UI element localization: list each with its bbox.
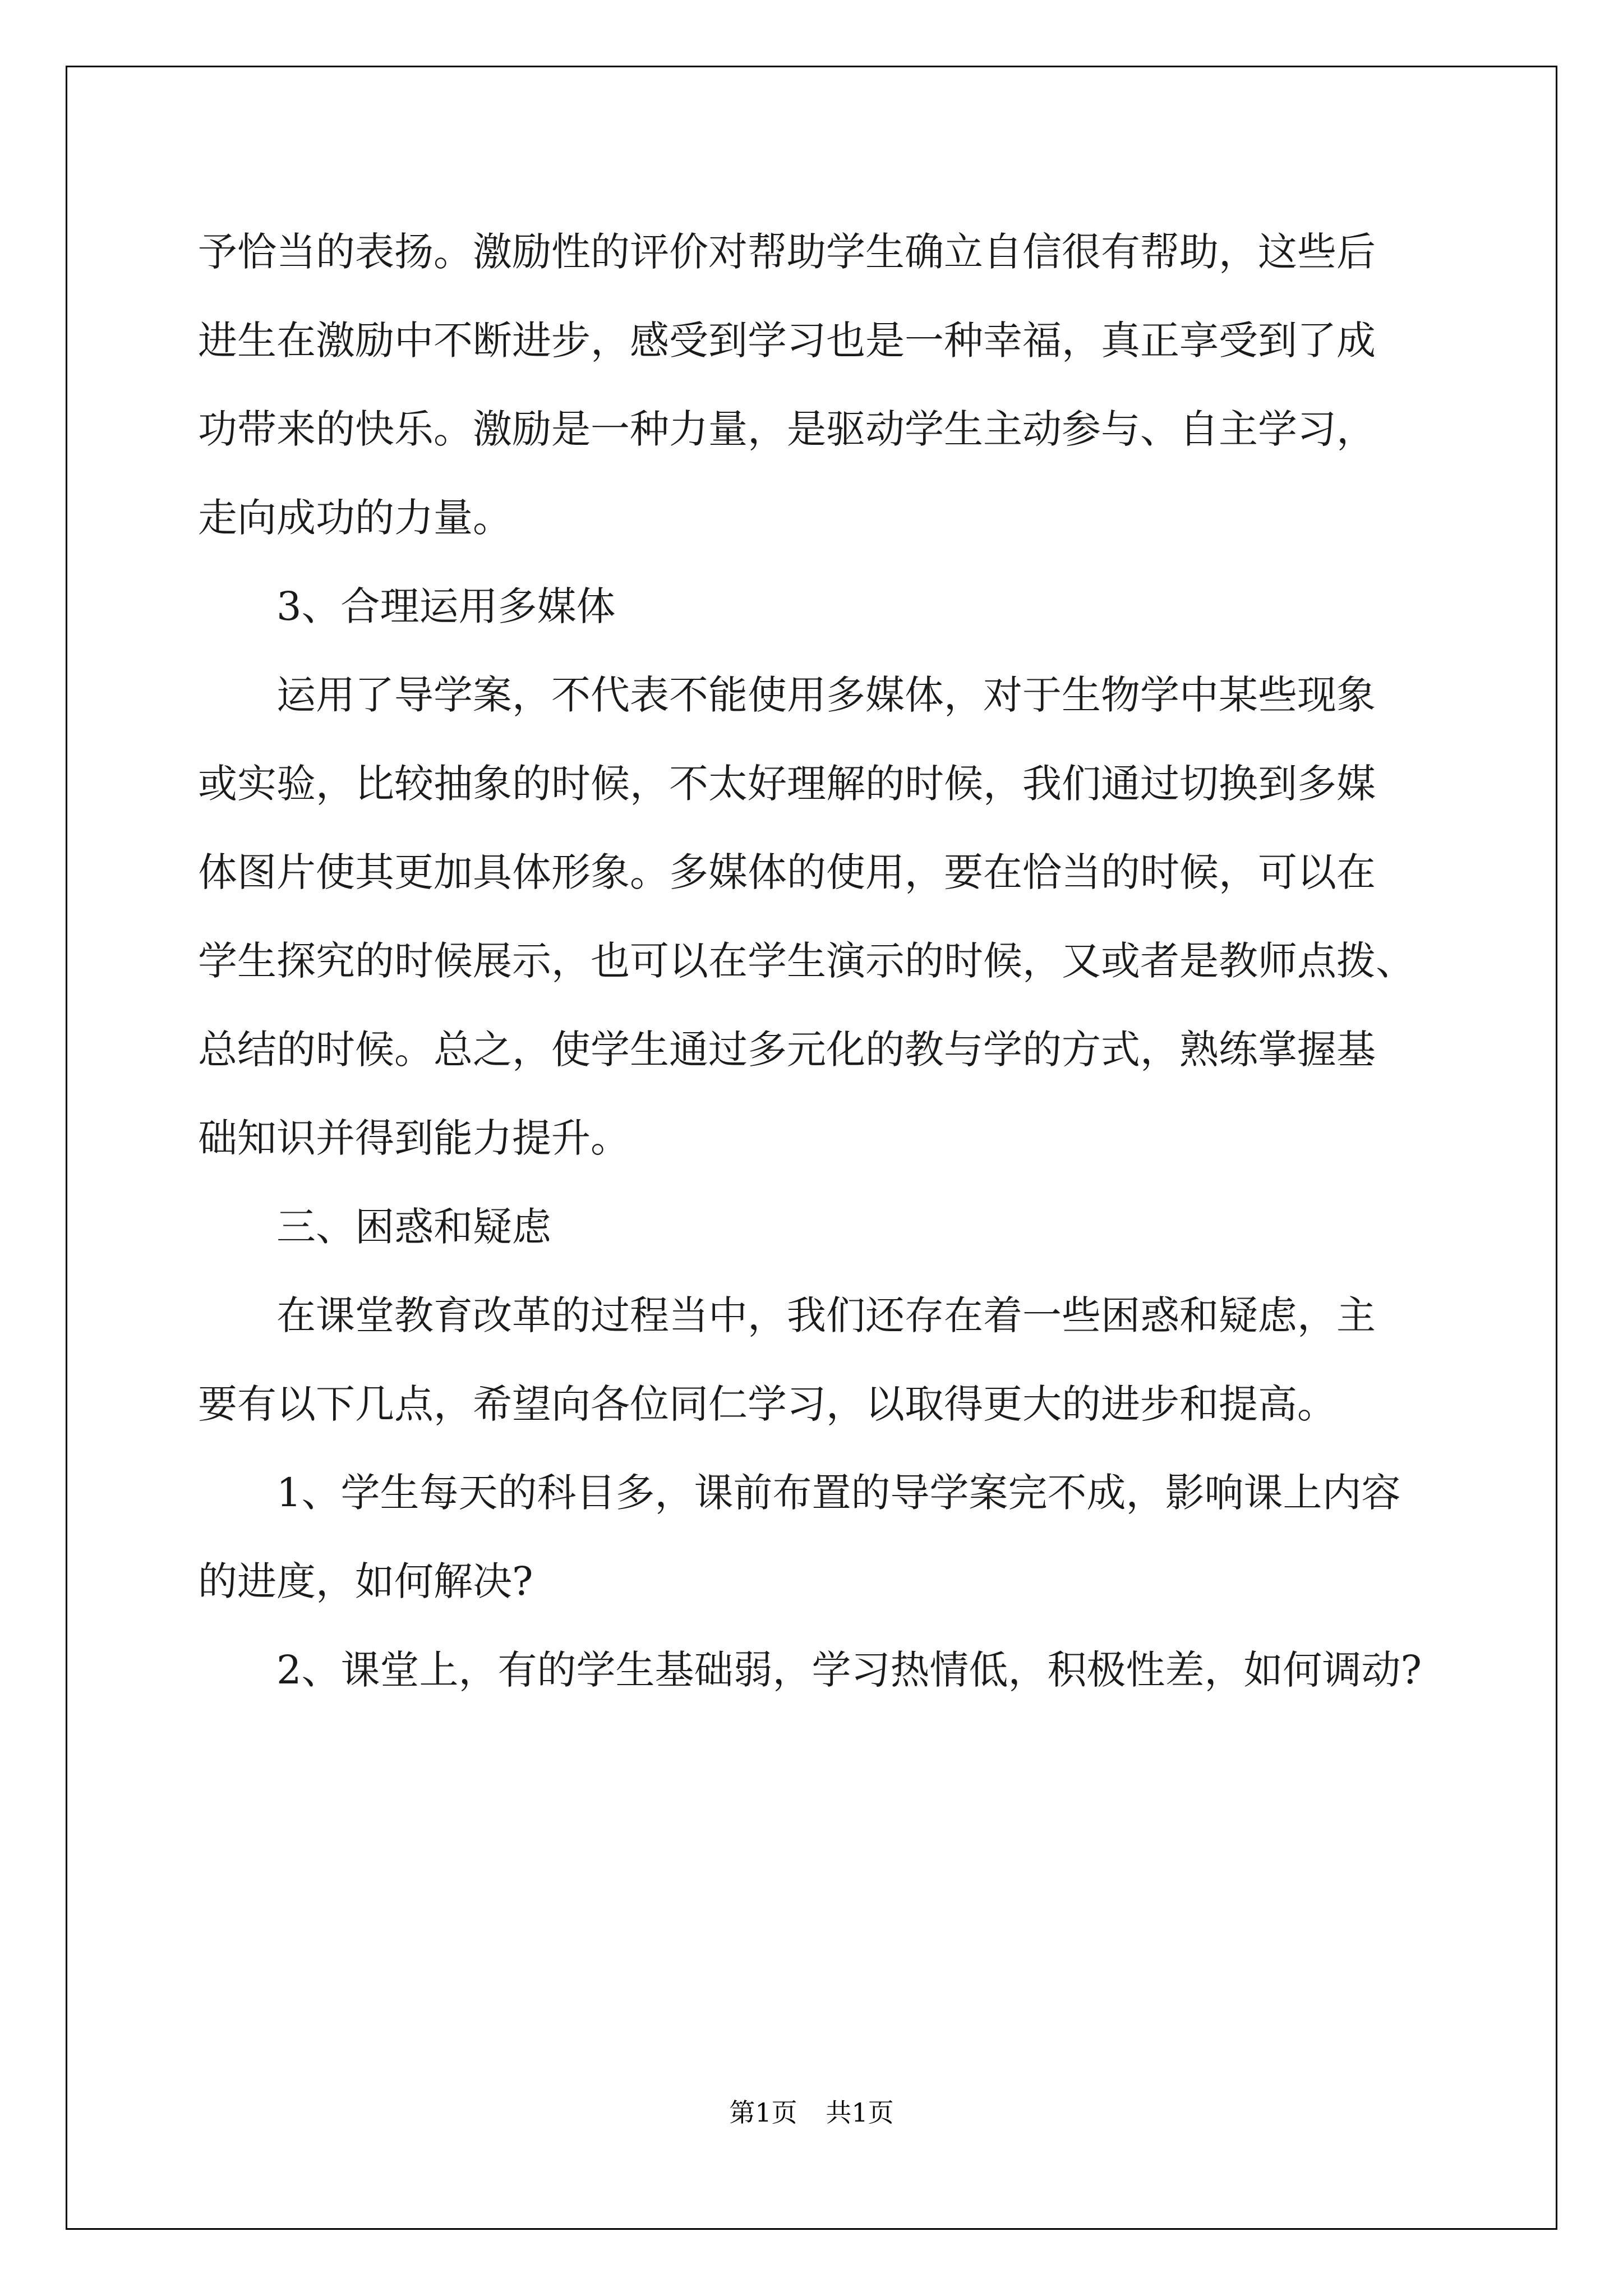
page-total: 共1页 — [826, 2097, 894, 2128]
text-line: 体图片使其更加具体形象。多媒体的使用，要在恰当的时候，可以在 — [198, 849, 1376, 895]
text-line: 础知识并得到能力提升。 — [198, 1115, 630, 1161]
document-body — [198, 208, 1432, 1714]
text-line: 运用了导学案，不代表不能使用多媒体，对于生物学中某些现象 — [276, 672, 1376, 718]
text-line: 的进度，如何解决? — [198, 1558, 533, 1604]
text-line: 要有以下几点，希望向各位同仁学习，以取得更大的进步和提高。 — [198, 1381, 1336, 1427]
text-line: 走向成功的力量。 — [198, 495, 512, 541]
section-heading: 3、合理运用多媒体 — [276, 583, 616, 629]
section-heading: 三、困惑和疑虑 — [276, 1204, 551, 1250]
text-line: 总结的时候。总之，使学生通过多元化的教与学的方式，熟练掌握基 — [198, 1027, 1376, 1073]
text-line: 学生探究的时候展示，也可以在学生演示的时候，又或者是教师点拨、 — [198, 938, 1415, 984]
text-line: 2、课堂上，有的学生基础弱，学习热情低，积极性差，如何调动? — [276, 1647, 1422, 1693]
text-line: 在课堂教育改革的过程当中，我们还存在着一些困惑和疑虑，主 — [276, 1292, 1376, 1338]
text-line: 或实验，比较抽象的时候，不太好理解的时候，我们通过切换到多媒 — [198, 761, 1376, 807]
text-line: 予恰当的表扬。激励性的评价对帮助学生确立自信很有帮助，这些后 — [198, 229, 1376, 275]
page-number: 第1页 — [729, 2097, 797, 2128]
page-footer — [0, 2092, 1623, 2129]
text-line: 功带来的快乐。激励是一种力量，是驱动学生主动参与、自主学习， — [198, 406, 1376, 452]
text-line: 进生在激励中不断进步，感受到学习也是一种幸福，真正享受到了成 — [198, 318, 1376, 364]
text-line: 1、学生每天的科目多，课前布置的导学案完不成，影响课上内容 — [276, 1470, 1401, 1516]
